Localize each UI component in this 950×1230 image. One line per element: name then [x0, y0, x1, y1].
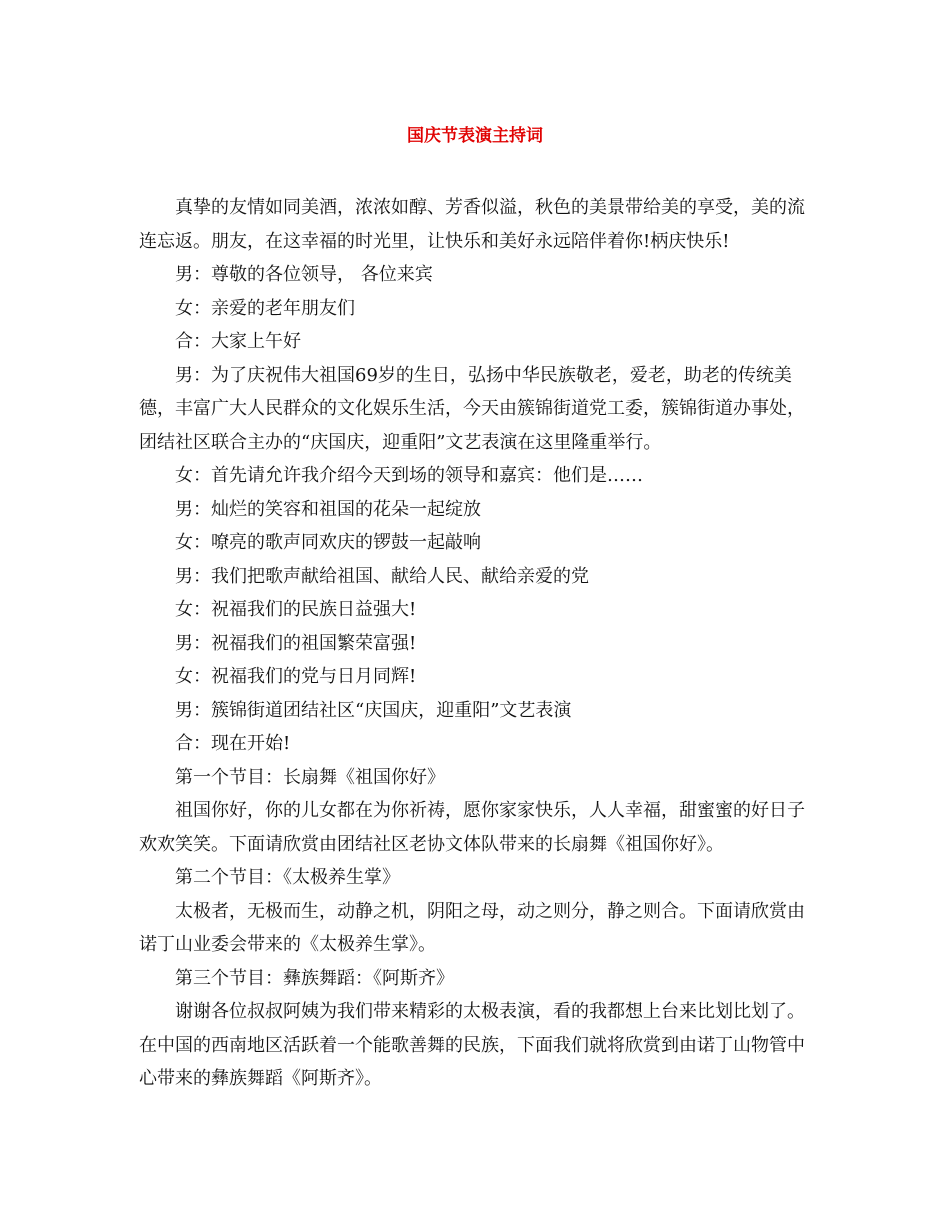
document-body [139, 191, 819, 1096]
paragraph: 女：亲爱的老年朋友们 [175, 297, 355, 319]
paragraph: 男：簇锦街道团结社区“庆国庆，迎重阳”文艺表演 [175, 699, 572, 721]
paragraph: 合：大家上午好 [175, 331, 301, 352]
paragraph: 女：祝福我们的民族日益强大! [175, 599, 417, 620]
paragraph: 女：祝福我们的党与日月同辉! [175, 666, 417, 687]
paragraph: 谢谢各位叔叔阿姨为我们带来精彩的太极表演，看的我都想上台来比划比划了。在中国的西南地区活跃着一个能歌善舞的民族，下面我们就将欣赏到由诺丁山物管中心带来的彝族舞蹈《阿斯齐》。 [139, 1001, 805, 1089]
paragraph: 男：我们把歌声献给祖国、献给人民、献给亲爱的党 [175, 565, 589, 587]
paragraph: 太极者，无极而生，动静之机，阴阳之母，动之则分，静之则合。下面请欣赏由诺丁山业委会带来的《太极养生掌》。 [139, 900, 805, 955]
paragraph: 第三个节目：彝族舞蹈：《阿斯齐》 [175, 967, 454, 989]
paragraph: 真挚的友情如同美酒，浓浓如醇、芳香似溢，秋色的美景带给美的享受，美的流连忘返。朋友，在这幸福的时光里，让快乐和美好永远陪伴着你!柄庆快乐! [139, 197, 805, 252]
document-title: 国庆节表演主持词 [407, 126, 543, 146]
paragraph: 男：为了庆祝伟大祖国69岁的生日，弘扬中华民族敬老，爱老，助老的传统美德，丰富广大人民群众的文化娱乐生活，今天由簇锦街道党工委，簇锦街道办事处，团结社区联合主办的“庆国庆，迎重阳”文艺表演在这里隆重举行。 [139, 364, 805, 453]
paragraph: 女：首先请允许我介绍今天到场的领导和嘉宾：他们是…… [175, 465, 643, 486]
paragraph: 男：尊敬的各位领导， 各位来宾 [175, 264, 433, 285]
paragraph: 男：祝福我们的祖国繁荣富强! [175, 632, 417, 654]
paragraph: 女：嘹亮的歌声同欢庆的锣鼓一起敲响 [175, 532, 481, 553]
paragraph: 第二个节目：《太极养生掌》 [175, 867, 400, 888]
paragraph: 合：现在开始! [175, 733, 291, 754]
paragraph: 第一个节目：长扇舞《祖国你好》 [175, 766, 445, 788]
paragraph: 祖国你好，你的儿女都在为你祈祷，愿你家家快乐，人人幸福，甜蜜蜜的好日子欢欢笑笑。下面请欣赏由团结社区老协文体队带来的长扇舞《祖国你好》。 [139, 800, 805, 855]
paragraph: 男：灿烂的笑容和祖国的花朵一起绽放 [175, 498, 481, 520]
